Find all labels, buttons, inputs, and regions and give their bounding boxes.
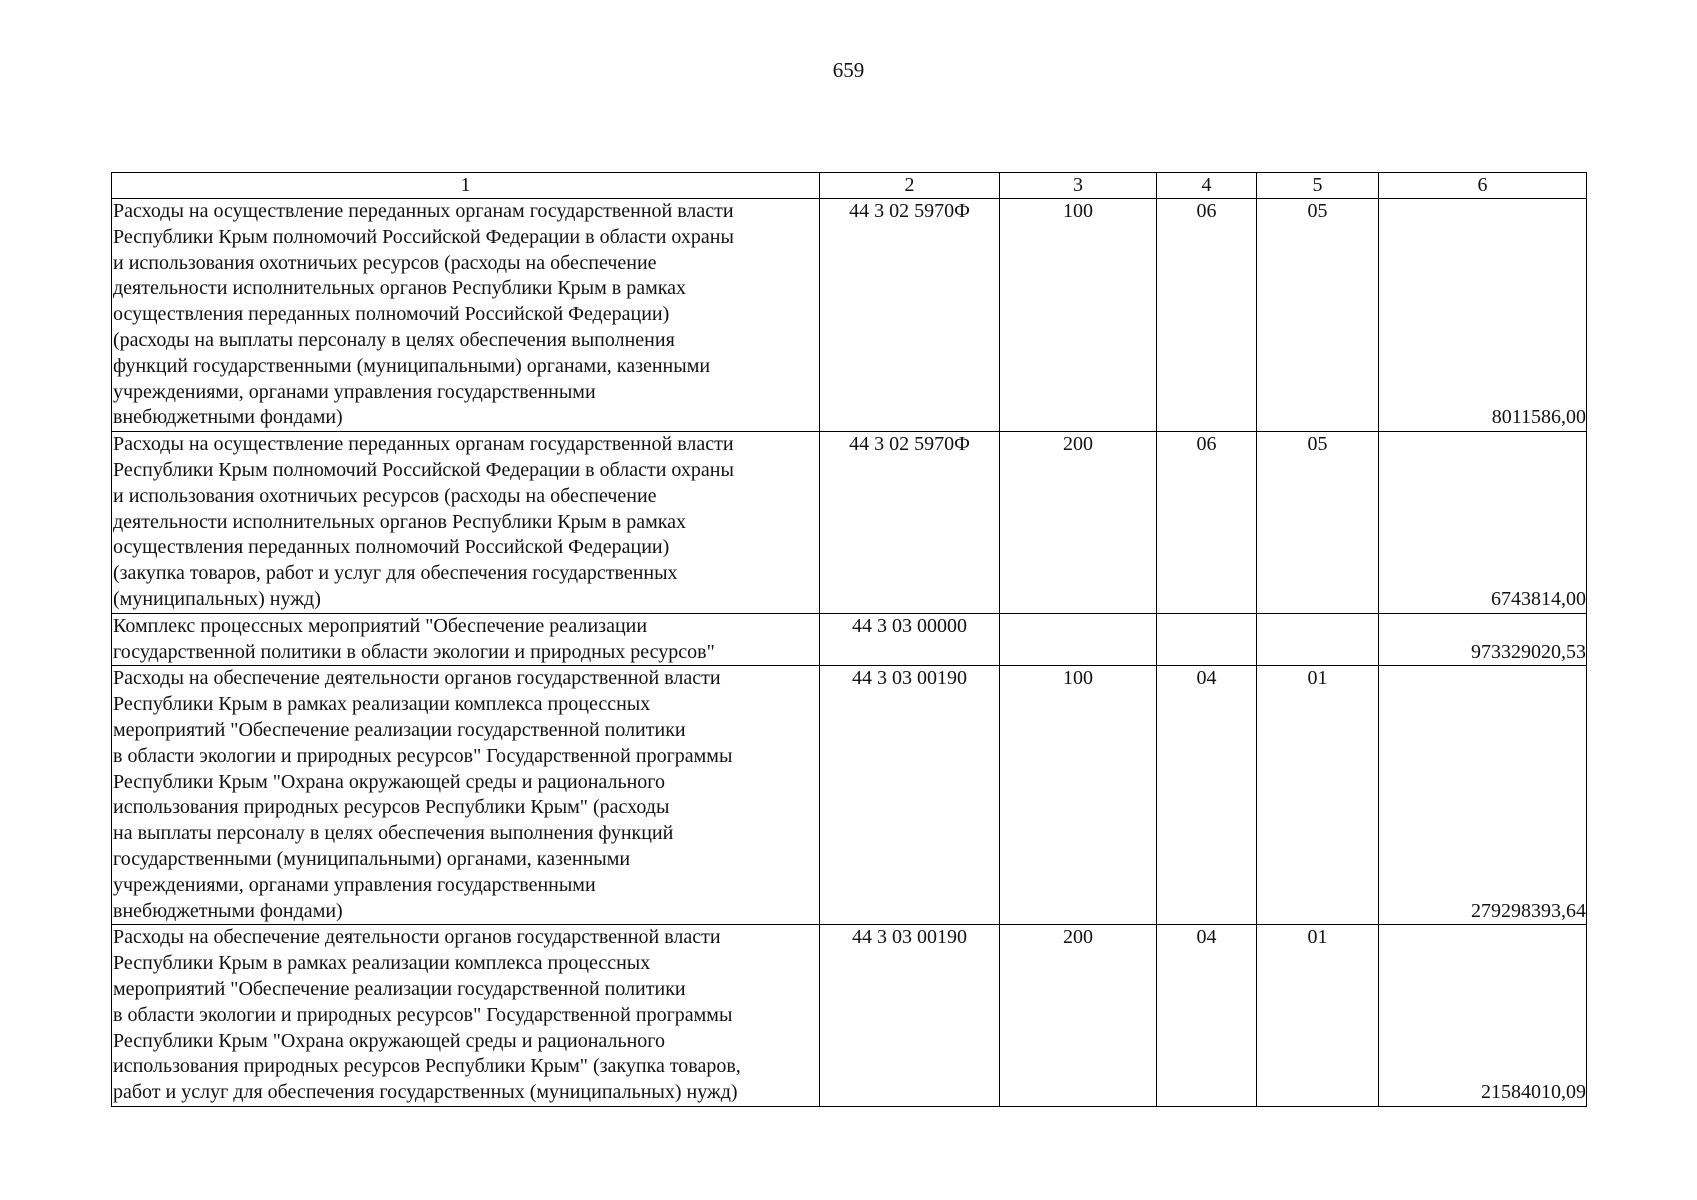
row-code: 44 3 03 00190 bbox=[820, 925, 1000, 1107]
row-amount: 21584010,09 bbox=[1379, 925, 1587, 1107]
row-description: Расходы на осуществление переданных органам государственной власти Республики Крым полномочий Российской Федерации в области охраны и использования охотничьих ресурсов (расходы на обеспечение деятельности исполнительных органов Республики Крым в рамках осуществления переданных полномочий Российской Федерации) (расходы на выплаты персоналу в целях обеспечения выполнения функций государственными (муниципальными) органами, казенными учреждениями, органами управления государственными внебюджетными фондами) bbox=[112, 199, 820, 432]
row-amount: 279298393,64 bbox=[1379, 666, 1587, 925]
row-type: 200 bbox=[1000, 432, 1157, 614]
row-subsection: 01 bbox=[1257, 925, 1379, 1107]
header-row bbox=[112, 173, 1587, 199]
row-amount: 6743814,00 bbox=[1379, 432, 1587, 614]
table-row bbox=[112, 666, 1587, 925]
row-section bbox=[1157, 613, 1257, 666]
row-description: Расходы на осуществление переданных органам государственной власти Республики Крым полномочий Российской Федерации в области охраны и использования охотничьих ресурсов (расходы на обеспечение деятельности исполнительных органов Республики Крым в рамках осуществления переданных полномочий Российской Федерации) (закупка товаров, работ и услуг для обеспечения государственных (муниципальных) нужд) bbox=[112, 432, 820, 614]
budget-table bbox=[111, 172, 1587, 1107]
page-number: 659 bbox=[832, 58, 865, 82]
row-code: 44 3 03 00190 bbox=[820, 666, 1000, 925]
row-subsection: 05 bbox=[1257, 199, 1379, 432]
row-subsection: 01 bbox=[1257, 666, 1379, 925]
row-section: 04 bbox=[1157, 925, 1257, 1107]
row-type: 100 bbox=[1000, 199, 1157, 432]
column-header-4: 4 bbox=[1157, 173, 1257, 199]
row-amount: 8011586,00 bbox=[1379, 199, 1587, 432]
row-amount: 973329020,53 bbox=[1379, 613, 1587, 666]
column-header-2: 2 bbox=[820, 173, 1000, 199]
column-header-1: 1 bbox=[112, 173, 820, 199]
row-type: 200 bbox=[1000, 925, 1157, 1107]
row-section: 04 bbox=[1157, 666, 1257, 925]
table-row bbox=[112, 199, 1587, 432]
row-description: Расходы на обеспечение деятельности органов государственной власти Республики Крым в рамках реализации комплекса процессных мероприятий "Обеспечение реализации государственной политики в области экологии и природных ресурсов" Государственной программы Республики Крым "Охрана окружающей среды и рационального использования природных ресурсов Республики Крым" (закупка товаров, работ и услуг для обеспечения государственных (муниципальных) нужд) bbox=[112, 925, 820, 1107]
table-row bbox=[112, 432, 1587, 614]
column-header-6: 6 bbox=[1379, 173, 1587, 199]
row-section: 06 bbox=[1157, 199, 1257, 432]
row-description: Расходы на обеспечение деятельности органов государственной власти Республики Крым в рамках реализации комплекса процессных мероприятий "Обеспечение реализации государственной политики в области экологии и природных ресурсов" Государственной программы Республики Крым "Охрана окружающей среды и рационального использования природных ресурсов Республики Крым" (расходы на выплаты персоналу в целях обеспечения выполнения функций государственными (муниципальными) органами, казенными учреждениями, органами управления государственными внебюджетными фондами) bbox=[112, 666, 820, 925]
row-section: 06 bbox=[1157, 432, 1257, 614]
table-row bbox=[112, 613, 1587, 666]
column-header-5: 5 bbox=[1257, 173, 1379, 199]
row-code: 44 3 02 5970Ф bbox=[820, 199, 1000, 432]
row-type: 100 bbox=[1000, 666, 1157, 925]
row-type bbox=[1000, 613, 1157, 666]
row-description: Комплекс процессных мероприятий "Обеспечение реализации государственной политики в области экологии и природных ресурсов" bbox=[112, 613, 820, 666]
row-code: 44 3 03 00000 bbox=[820, 613, 1000, 666]
row-subsection: 05 bbox=[1257, 432, 1379, 614]
row-subsection bbox=[1257, 613, 1379, 666]
table-row bbox=[112, 925, 1587, 1107]
column-header-3: 3 bbox=[1000, 173, 1157, 199]
row-code: 44 3 02 5970Ф bbox=[820, 432, 1000, 614]
